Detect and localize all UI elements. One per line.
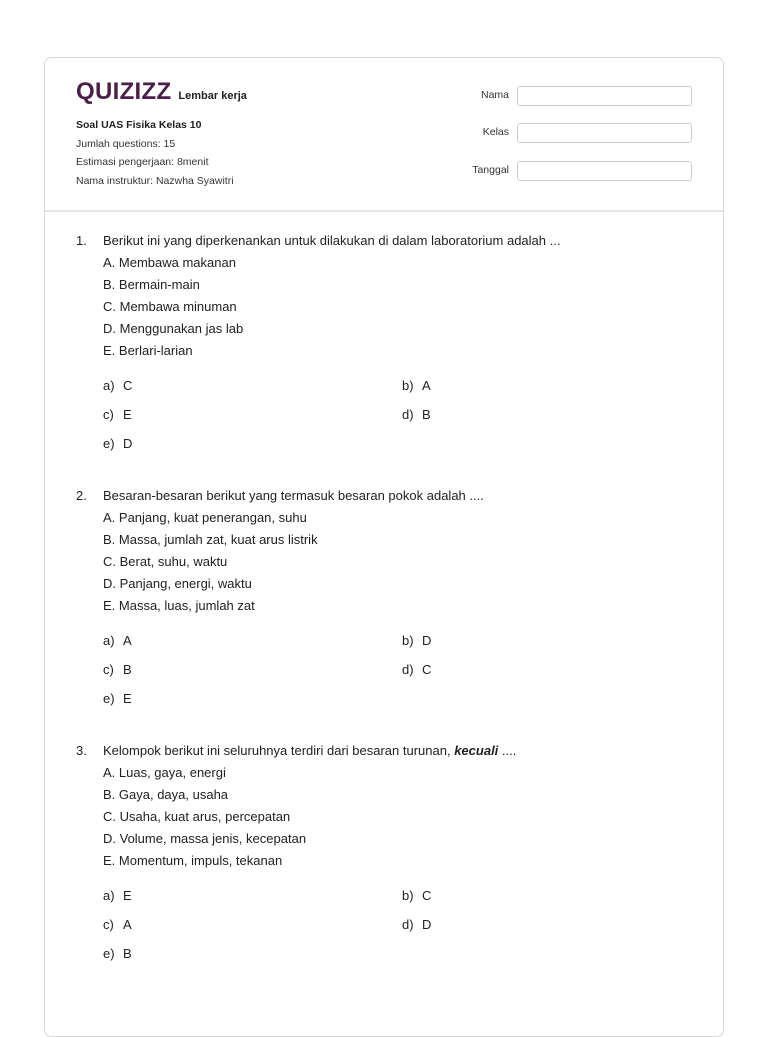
choice-value: A <box>422 378 431 393</box>
choice-letter: c) <box>103 407 114 422</box>
question-1 <box>76 230 703 464</box>
option-item: E. Massa, luas, jumlah zat <box>103 598 255 613</box>
option-list <box>103 762 703 872</box>
option-item: D. Volume, massa jenis, kecepatan <box>103 831 307 846</box>
answer-choice[interactable] <box>103 405 132 425</box>
choice-value: D <box>123 436 133 451</box>
option-item: C. Membawa minuman <box>103 299 237 314</box>
choice-letter: d) <box>402 917 414 932</box>
choice-value: D <box>422 633 432 648</box>
option-list <box>103 507 703 617</box>
date-label: Tanggal <box>472 164 509 176</box>
worksheet-header <box>45 58 723 212</box>
quiz-title: Soal UAS Fisika Kelas 10 <box>76 119 202 131</box>
choice-letter: c) <box>103 917 114 932</box>
class-label: Kelas <box>482 126 509 138</box>
worksheet <box>44 57 724 1037</box>
date-field[interactable] <box>517 161 692 181</box>
document-type: Lembar kerja <box>178 90 247 102</box>
choice-letter: b) <box>402 633 414 648</box>
name-field[interactable] <box>517 86 692 106</box>
answer-choice[interactable] <box>103 631 132 651</box>
answer-choice[interactable] <box>402 915 431 935</box>
choice-letter: c) <box>103 662 114 677</box>
answer-choice[interactable] <box>402 886 431 906</box>
option-item: E. Momentum, impuls, tekanan <box>103 853 283 868</box>
choice-letter: e) <box>103 946 115 961</box>
option-item: C. Berat, suhu, waktu <box>103 554 228 569</box>
instructor-name: Nama instruktur: Nazwha Syawitri <box>76 174 234 187</box>
answer-choice[interactable] <box>103 434 132 454</box>
choice-value: E <box>123 691 132 706</box>
choice-value: B <box>123 946 132 961</box>
answer-choice[interactable] <box>103 944 132 964</box>
answer-choice[interactable] <box>402 376 431 396</box>
time-estimate: Estimasi pengerjaan: 8menit <box>76 156 209 168</box>
choice-letter: e) <box>103 691 115 706</box>
class-field[interactable] <box>517 123 692 143</box>
choice-value: A <box>123 917 132 932</box>
answer-choice[interactable] <box>103 660 132 680</box>
choice-value: B <box>422 407 431 422</box>
choice-letter: b) <box>402 888 414 903</box>
option-item: A. Panjang, kuat penerangan, suhu <box>103 510 307 525</box>
option-item: B. Bermain-main <box>103 277 200 292</box>
name-label: Nama <box>480 89 509 101</box>
option-list <box>103 252 703 362</box>
answer-choices <box>103 886 703 974</box>
question-number: 1. <box>76 233 87 248</box>
answer-choice[interactable] <box>103 376 132 396</box>
answer-choices <box>103 631 703 719</box>
option-item: D. Panjang, energi, waktu <box>103 576 252 591</box>
answer-choice[interactable] <box>402 631 431 651</box>
answer-choice[interactable] <box>103 689 132 709</box>
quizizz-logo: QUIZIZZ <box>76 78 172 105</box>
choice-letter: a) <box>103 378 115 393</box>
choice-value: E <box>123 407 132 422</box>
option-item: B. Gaya, daya, usaha <box>103 787 229 802</box>
answer-choice[interactable] <box>103 915 132 935</box>
option-item: C. Usaha, kuat arus, percepatan <box>103 809 291 824</box>
question-text: Berikut ini yang diperkenankan untuk dilakukan di dalam laboratorium adalah ... <box>103 233 561 248</box>
answer-choice[interactable] <box>402 660 431 680</box>
choice-value: E <box>123 888 132 903</box>
question-text-emphasis: kecuali <box>454 743 499 758</box>
option-item: E. Berlari-larian <box>103 343 193 358</box>
choice-value: C <box>422 888 432 903</box>
choice-value: D <box>422 917 432 932</box>
choice-letter: b) <box>402 378 414 393</box>
question-stem <box>76 230 703 252</box>
choice-value: B <box>123 662 132 677</box>
choice-letter: d) <box>402 662 414 677</box>
choice-value: C <box>123 378 133 393</box>
question-count: Jumlah questions: 15 <box>76 137 176 150</box>
brand-row <box>76 80 247 104</box>
question-text-part: .... <box>498 743 517 758</box>
question-text <box>103 740 516 762</box>
option-item: A. Membawa makanan <box>103 255 236 270</box>
option-item: B. Massa, jumlah zat, kuat arus listrik <box>103 532 318 547</box>
answer-choice[interactable] <box>103 886 132 906</box>
option-item: D. Menggunakan jas lab <box>103 321 244 336</box>
answer-choices <box>103 376 703 464</box>
choice-value: C <box>422 662 432 677</box>
question-stem <box>76 485 703 507</box>
question-2 <box>76 485 703 719</box>
choice-letter: d) <box>402 407 414 422</box>
question-number: 2. <box>76 488 87 503</box>
question-number: 3. <box>76 743 87 758</box>
choice-letter: a) <box>103 888 115 903</box>
question-3 <box>76 740 703 974</box>
quiz-meta <box>76 116 234 190</box>
choice-value: A <box>123 633 132 648</box>
question-stem <box>76 740 703 762</box>
question-text: Besaran-besaran berikut yang termasuk besaran pokok adalah .... <box>103 488 484 503</box>
option-item: A. Luas, gaya, energi <box>103 765 226 780</box>
question-list <box>76 230 703 995</box>
question-text-part: Kelompok berikut ini seluruhnya terdiri dari besaran turunan, <box>103 743 455 758</box>
choice-letter: a) <box>103 633 115 648</box>
choice-letter: e) <box>103 436 115 451</box>
answer-choice[interactable] <box>402 405 431 425</box>
